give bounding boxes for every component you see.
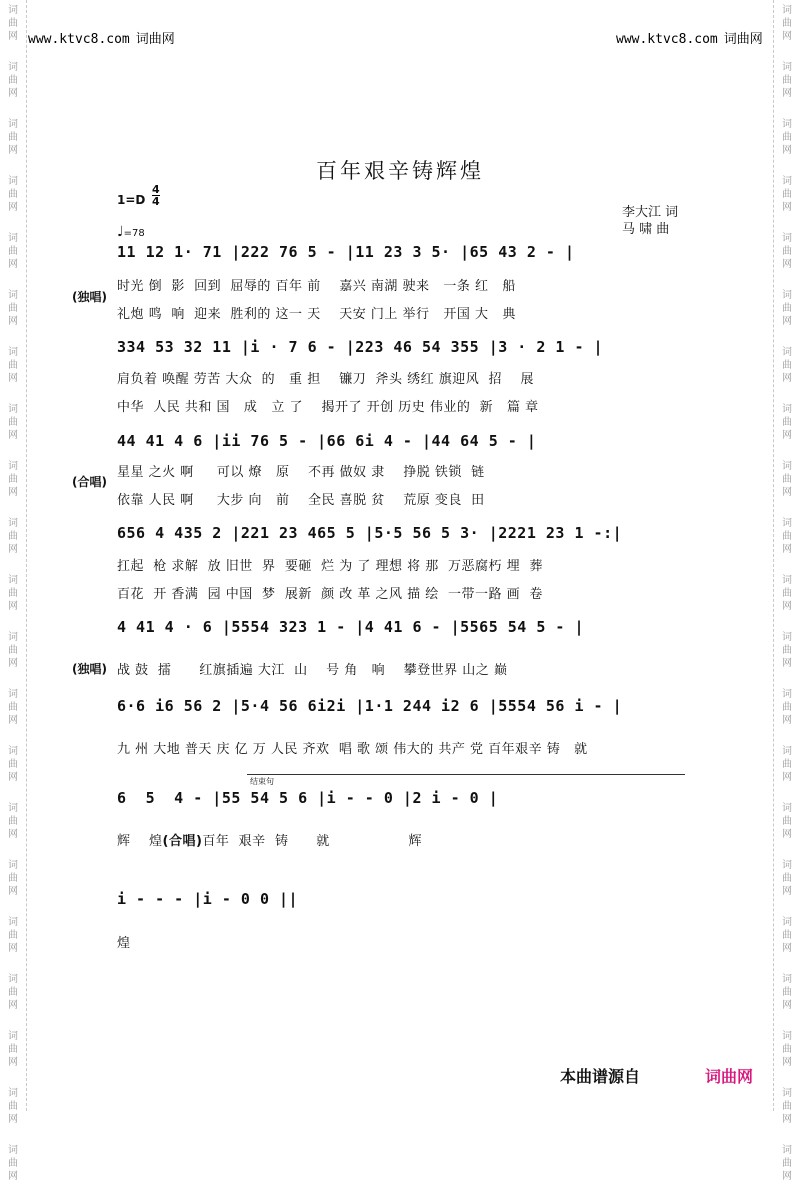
- watermark-glyph: 网: [8, 259, 18, 270]
- lyric-line: 星星 之火 啊 可以 燎 原 不再 做奴 隶 挣脱 铁锁 链: [117, 465, 485, 480]
- lyric-line: [117, 830, 422, 849]
- lyric-line: 扛起 枪 求解 放 旧世 界 要砸 烂 为 了 理想 将 那 万恶腐朽 埋 葬: [117, 559, 543, 574]
- lyric-line: 战 鼓 擂 红旗插遍 大江 山 号 角 响 攀登世界 山之 巅: [117, 663, 508, 678]
- watermark-glyph: 曲: [782, 474, 792, 485]
- watermark-glyph: 词: [782, 746, 792, 757]
- watermark-glyph: 网: [782, 886, 792, 897]
- watermark-glyph: 网: [8, 202, 18, 213]
- notation-line: 4 41 4 · 6 |5554 323 1 - |4 41 6 - |5565 54 5 - |: [117, 618, 585, 636]
- watermark-glyph: 网: [782, 772, 792, 783]
- watermark-glyph: 词: [782, 62, 792, 73]
- lyric-line: 中华 人民 共和 国 成 立 了 揭开了 开创 历史 伟业的 新 篇 章: [117, 400, 539, 415]
- watermark-glyph: 词: [782, 404, 792, 415]
- source-label: 本曲谱源自: [560, 1067, 641, 1086]
- watermark-glyph: 词: [782, 689, 792, 700]
- watermark-glyph: 曲: [8, 417, 18, 428]
- notation-line: 11 12 1· 71 |222 76 5 - |11 23 3 5· |65 43 2 - |: [117, 243, 575, 261]
- watermark-glyph: 网: [782, 1171, 792, 1182]
- end-phrase-label: 结束句: [250, 777, 274, 786]
- watermark-glyph: 网: [782, 1000, 792, 1011]
- notation-line: 6·6 i6 56 2 |5·4 56 6i2i |1·1 244 i2 6 |5554 56 i - |: [117, 697, 623, 715]
- watermark-glyph: 网: [8, 886, 18, 897]
- solo-label: (独唱): [72, 662, 107, 676]
- watermark-glyph: 曲: [782, 930, 792, 941]
- watermark-glyph: 曲: [8, 1101, 18, 1112]
- notation-line: 334 53 32 11 |i · 7 6 - |223 46 54 355 |3 · 2 1 - |: [117, 338, 604, 356]
- song-title: 百年艰辛铸辉煌: [316, 159, 484, 183]
- quarter-note-icon: ♩: [117, 224, 124, 240]
- watermark-glyph: 词: [782, 1145, 792, 1156]
- solo-label: (独唱): [72, 290, 107, 304]
- key-signature: 1=D: [117, 193, 146, 207]
- watermark-glyph: 词: [8, 5, 18, 16]
- tempo-marking: [117, 224, 145, 240]
- notation-line: 44 41 4 6 |ii 76 5 - |66 6i 4 - |44 64 5 - |: [117, 432, 537, 450]
- watermark-glyph: 曲: [8, 816, 18, 827]
- watermark-glyph: 网: [782, 601, 792, 612]
- watermark-glyph: 词: [782, 803, 792, 814]
- watermark-glyph: 词: [8, 62, 18, 73]
- watermark-glyph: 曲: [782, 189, 792, 200]
- notation-line: 6 5 4 - |55 54 5 6 |i - - 0 |2 i - 0 |: [117, 789, 499, 807]
- watermark-glyph: 网: [8, 1171, 18, 1182]
- watermark-glyph: 词: [8, 176, 18, 187]
- watermark-glyph: 曲: [8, 930, 18, 941]
- watermark-glyph: 词: [8, 1031, 18, 1042]
- watermark-glyph: 网: [8, 145, 18, 156]
- watermark-glyph: 网: [8, 1000, 18, 1011]
- watermark-glyph: 词: [782, 290, 792, 301]
- watermark-glyph: 词: [8, 461, 18, 472]
- watermark-glyph: 词: [8, 119, 18, 130]
- watermark-glyph: 曲: [8, 1044, 18, 1055]
- watermark-glyph: 网: [8, 772, 18, 783]
- watermark-glyph: 词: [8, 632, 18, 643]
- site-name[interactable]: 词曲网: [135, 32, 175, 47]
- site-url[interactable]: www.ktvc8.com: [616, 32, 718, 47]
- site-header-left[interactable]: [28, 28, 175, 47]
- lyric-segment: 辉 煌: [117, 834, 163, 849]
- site-name[interactable]: 词曲网: [723, 32, 763, 47]
- watermark-glyph: 词: [782, 632, 792, 643]
- watermark-glyph: 曲: [782, 360, 792, 371]
- lyric-line: 时光 倒 影 回到 屈辱的 百年 前 嘉兴 南湖 驶来 一条 红 船: [117, 279, 516, 294]
- watermark-glyph: 曲: [782, 816, 792, 827]
- watermark-glyph: 词: [8, 803, 18, 814]
- lyric-line: 肩负着 唤醒 劳苦 大众 的 重 担 镰刀 斧头 绣红 旗迎风 招 展: [117, 372, 535, 387]
- watermark-glyph: 曲: [782, 531, 792, 542]
- watermark-glyph: 网: [8, 658, 18, 669]
- watermark-glyph: 词: [782, 1031, 792, 1042]
- watermark-glyph: 网: [782, 1057, 792, 1068]
- credits: [622, 204, 678, 238]
- watermark-glyph: 词: [782, 974, 792, 985]
- chorus-inline-label: (合唱): [162, 834, 203, 849]
- watermark-glyph: 网: [8, 601, 18, 612]
- watermark-glyph: 词: [8, 746, 18, 757]
- watermark-glyph: 曲: [8, 303, 18, 314]
- watermark-glyph: 网: [782, 430, 792, 441]
- watermark-glyph: 曲: [8, 474, 18, 485]
- notation-line: i - - - |i - 0 0 ||: [117, 890, 299, 908]
- site-url[interactable]: www.ktvc8.com: [28, 32, 130, 47]
- watermark-glyph: 曲: [782, 246, 792, 257]
- watermark-glyph: 曲: [8, 873, 18, 884]
- watermark-glyph: 曲: [782, 759, 792, 770]
- watermark-glyph: 网: [8, 31, 18, 42]
- watermark-glyph: 网: [8, 316, 18, 327]
- brand-logo[interactable]: 词曲网: [705, 1067, 754, 1086]
- watermark-glyph: 曲: [782, 132, 792, 143]
- watermark-glyph: 曲: [782, 987, 792, 998]
- watermark-glyph: 词: [8, 974, 18, 985]
- chorus-label: (合唱): [72, 475, 107, 489]
- watermark-glyph: 词: [8, 1088, 18, 1099]
- watermark-glyph: 词: [8, 860, 18, 871]
- watermark-glyph: 词: [8, 689, 18, 700]
- lyric-line: 煌: [117, 936, 131, 951]
- watermark-glyph: 词: [8, 347, 18, 358]
- watermark-glyph: 曲: [8, 360, 18, 371]
- watermark-glyph: 网: [8, 715, 18, 726]
- watermark-glyph: 网: [8, 88, 18, 99]
- watermark-glyph: 网: [8, 829, 18, 840]
- watermark-glyph: 词: [782, 1088, 792, 1099]
- watermark-glyph: 词: [782, 575, 792, 586]
- watermark-glyph: 曲: [782, 645, 792, 656]
- watermark-glyph: 曲: [782, 303, 792, 314]
- watermark-glyph: 网: [782, 544, 792, 555]
- watermark-glyph: 曲: [8, 759, 18, 770]
- watermark-glyph: 曲: [782, 75, 792, 86]
- watermark-glyph: 词: [782, 176, 792, 187]
- watermark-glyph: 词: [782, 119, 792, 130]
- watermark-glyph: 词: [8, 290, 18, 301]
- watermark-glyph: 网: [782, 943, 792, 954]
- watermark-glyph: 词: [782, 461, 792, 472]
- watermark-glyph: 曲: [8, 18, 18, 29]
- lyricist: 李大江 词: [622, 205, 679, 220]
- time-signature-bottom: 4: [152, 195, 160, 208]
- end-phrase-bracket: [247, 774, 685, 775]
- watermark-glyph: 曲: [782, 702, 792, 713]
- watermark-glyph: 网: [782, 373, 792, 384]
- watermark-glyph: 网: [8, 487, 18, 498]
- notation-line: 656 4 435 2 |221 23 465 5 |5·5 56 5 3· |2221 23 1 -:|: [117, 524, 623, 542]
- watermark-glyph: 曲: [8, 246, 18, 257]
- composer: 马 啸 曲: [622, 222, 670, 237]
- watermark-glyph: 网: [8, 1057, 18, 1068]
- watermark-glyph: 曲: [782, 873, 792, 884]
- watermark-glyph: 网: [782, 88, 792, 99]
- watermark-glyph: 曲: [8, 132, 18, 143]
- watermark-glyph: 网: [782, 316, 792, 327]
- watermark-glyph: 网: [8, 1114, 18, 1125]
- watermark-glyph: 曲: [782, 588, 792, 599]
- lyric-line: 礼炮 鸣 响 迎来 胜利的 这一 天 天安 门上 举行 开国 大 典: [117, 307, 516, 322]
- watermark-glyph: 曲: [782, 1044, 792, 1055]
- watermark-glyph: 网: [782, 829, 792, 840]
- time-signature: [152, 184, 160, 207]
- watermark-glyph: 曲: [782, 18, 792, 29]
- watermark-glyph: 网: [782, 715, 792, 726]
- watermark-glyph: 网: [782, 658, 792, 669]
- watermark-glyph: 词: [8, 518, 18, 529]
- watermark-glyph: 网: [782, 202, 792, 213]
- watermark-glyph: 词: [782, 860, 792, 871]
- watermark-glyph: 曲: [8, 189, 18, 200]
- watermark-glyph: 网: [8, 943, 18, 954]
- watermark-glyph: 词: [8, 233, 18, 244]
- lyric-segment: 百年 艰辛 铸 就 辉: [202, 834, 422, 849]
- watermark-glyph: 网: [782, 145, 792, 156]
- watermark-glyph: 词: [8, 404, 18, 415]
- watermark-glyph: 词: [8, 917, 18, 928]
- watermark-glyph: 曲: [782, 417, 792, 428]
- watermark-glyph: 曲: [8, 702, 18, 713]
- watermark-glyph: 网: [782, 31, 792, 42]
- watermark-glyph: 网: [782, 1114, 792, 1125]
- watermark-glyph: 曲: [782, 1158, 792, 1169]
- watermark-glyph: 曲: [8, 588, 18, 599]
- watermark-glyph: 曲: [782, 1101, 792, 1112]
- watermark-glyph: 网: [8, 430, 18, 441]
- watermark-glyph: 曲: [8, 645, 18, 656]
- watermark-glyph: 网: [782, 259, 792, 270]
- site-header-right[interactable]: [616, 28, 763, 47]
- watermark-glyph: 词: [782, 917, 792, 928]
- watermark-glyph: 词: [8, 1145, 18, 1156]
- watermark-glyph: 曲: [8, 987, 18, 998]
- watermark-glyph: 网: [782, 487, 792, 498]
- tempo-value: =78: [123, 228, 145, 239]
- lyric-line: 依靠 人民 啊 大步 向 前 全民 喜脱 贫 荒原 变良 田: [117, 493, 485, 508]
- watermark-glyph: 网: [8, 544, 18, 555]
- watermark-glyph: 词: [8, 575, 18, 586]
- watermark-glyph: 网: [8, 373, 18, 384]
- watermark-glyph: 词: [782, 233, 792, 244]
- watermark-glyph: 曲: [8, 531, 18, 542]
- time-signature-top: 4: [152, 183, 160, 196]
- watermark-glyph: 曲: [8, 1158, 18, 1169]
- watermark-glyph: 词: [782, 347, 792, 358]
- watermark-glyph: 词: [782, 5, 792, 16]
- lyric-line: 百花 开 香满 园 中国 梦 展新 颜 改 革 之风 描 绘 一带一路 画 卷: [117, 587, 543, 602]
- lyric-line: 九 州 大地 普天 庆 亿 万 人民 齐欢 唱 歌 颂 伟大的 共产 党 百年艰辛 铸 就: [117, 742, 588, 757]
- watermark-glyph: 词: [782, 518, 792, 529]
- watermark-glyph: 曲: [8, 75, 18, 86]
